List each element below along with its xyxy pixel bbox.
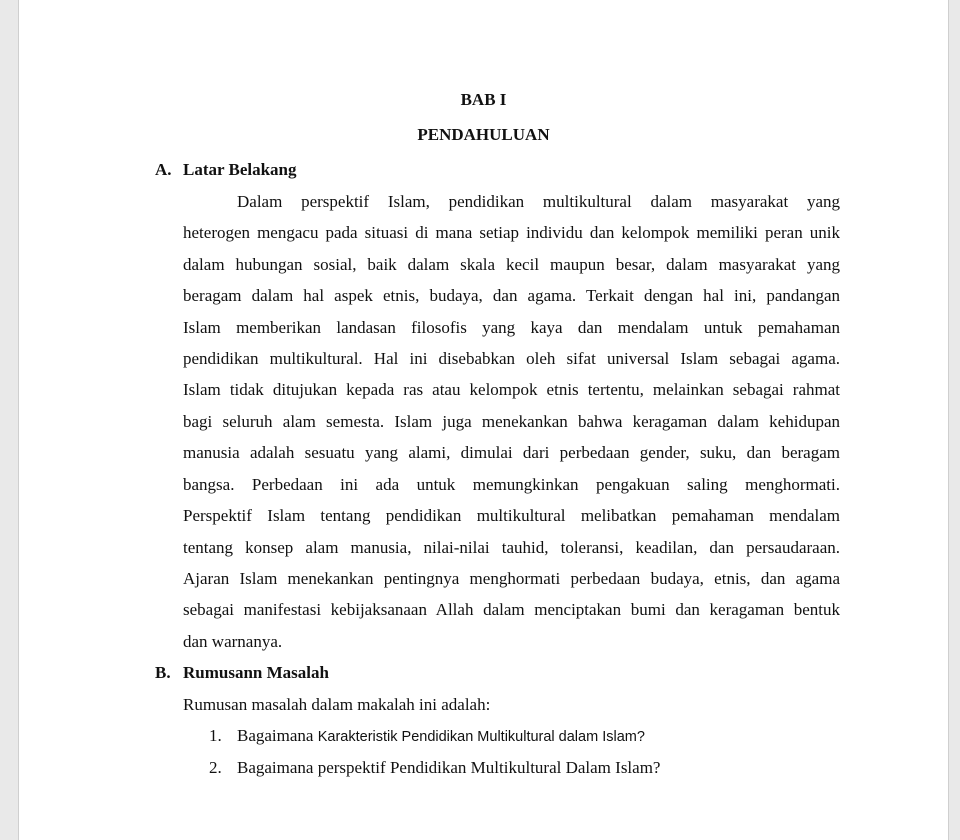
paragraph-line: Ajaran Islam menekankan pentingnya menghormati perbedaan budaya, etnis, dan agama	[183, 569, 840, 588]
paragraph-line: bagi seluruh alam semesta. Islam juga menekankan bahwa keragaman dalam kehidupan	[183, 412, 840, 431]
section-b-intro: Rumusan masalah dalam makalah ini adalah:	[183, 695, 491, 714]
chapter-heading: BAB I	[460, 90, 507, 109]
chapter-title: PENDAHULUAN	[417, 125, 550, 144]
paragraph-line: heterogen mengacu pada situasi di mana setiap individu dan kelompok memiliki peran unik	[183, 223, 840, 242]
section-b-title: Rumusann Masalah	[183, 663, 329, 682]
paragraph-line: dan warnanya.	[183, 632, 283, 651]
paragraph-line: Perspektif Islam tentang pendidikan multikultural melibatkan pemahaman mendalam	[183, 506, 840, 525]
paragraph-line: manusia adalah sesuatu yang alami, dimulai dari perbedaan gender, suku, dan beragam	[183, 443, 840, 462]
paragraph-line: beragam dalam hal aspek etnis, budaya, dan agama. Terkait dengan hal ini, pandangan	[183, 286, 840, 305]
question-item	[209, 756, 660, 780]
paragraph-line: pendidikan multikultural. Hal ini disebabkan oleh sifat universal Islam sebagai agama.	[183, 349, 840, 368]
paragraph-line: sebagai manifestasi kebijaksanaan Allah dalam menciptakan bumi dan keragaman bentuk	[183, 600, 840, 619]
question-text: Bagaimana perspektif Pendidikan Multikultural Dalam Islam?	[237, 758, 661, 777]
section-a-number: A.	[155, 160, 172, 179]
question-item	[209, 724, 645, 749]
paragraph-line: bangsa. Perbedaan ini ada untuk memungkinkan pengakuan saling menghormati.	[183, 475, 840, 494]
paragraph-line: Dalam perspektif Islam, pendidikan multikultural dalam masyarakat yang	[237, 192, 840, 211]
paragraph-line: dalam hubungan sosial, baik dalam skala kecil maupun besar, dalam masyarakat yang	[183, 255, 840, 274]
question-number: 1.	[209, 726, 222, 745]
document-page	[18, 0, 949, 840]
question-text-start: Bagaimana	[237, 726, 318, 745]
question-number: 2.	[209, 758, 222, 777]
section-b-number: B.	[155, 663, 171, 682]
question-text-rest: Karakteristik Pendidikan Multikultural dalam Islam?	[317, 729, 645, 745]
section-a-heading	[155, 160, 297, 180]
section-a-title: Latar Belakang	[183, 160, 297, 179]
section-b-heading	[155, 663, 329, 683]
paragraph-line: tentang konsep alam manusia, nilai-nilai tauhid, toleransi, keadilan, dan persaudaraan.	[183, 538, 840, 557]
paragraph-line: Islam tidak ditujukan kepada ras atau kelompok etnis tertentu, melainkan sebagai rahmat	[183, 380, 840, 399]
paragraph-line: Islam memberikan landasan filosofis yang kaya dan mendalam untuk pemahaman	[183, 318, 840, 337]
